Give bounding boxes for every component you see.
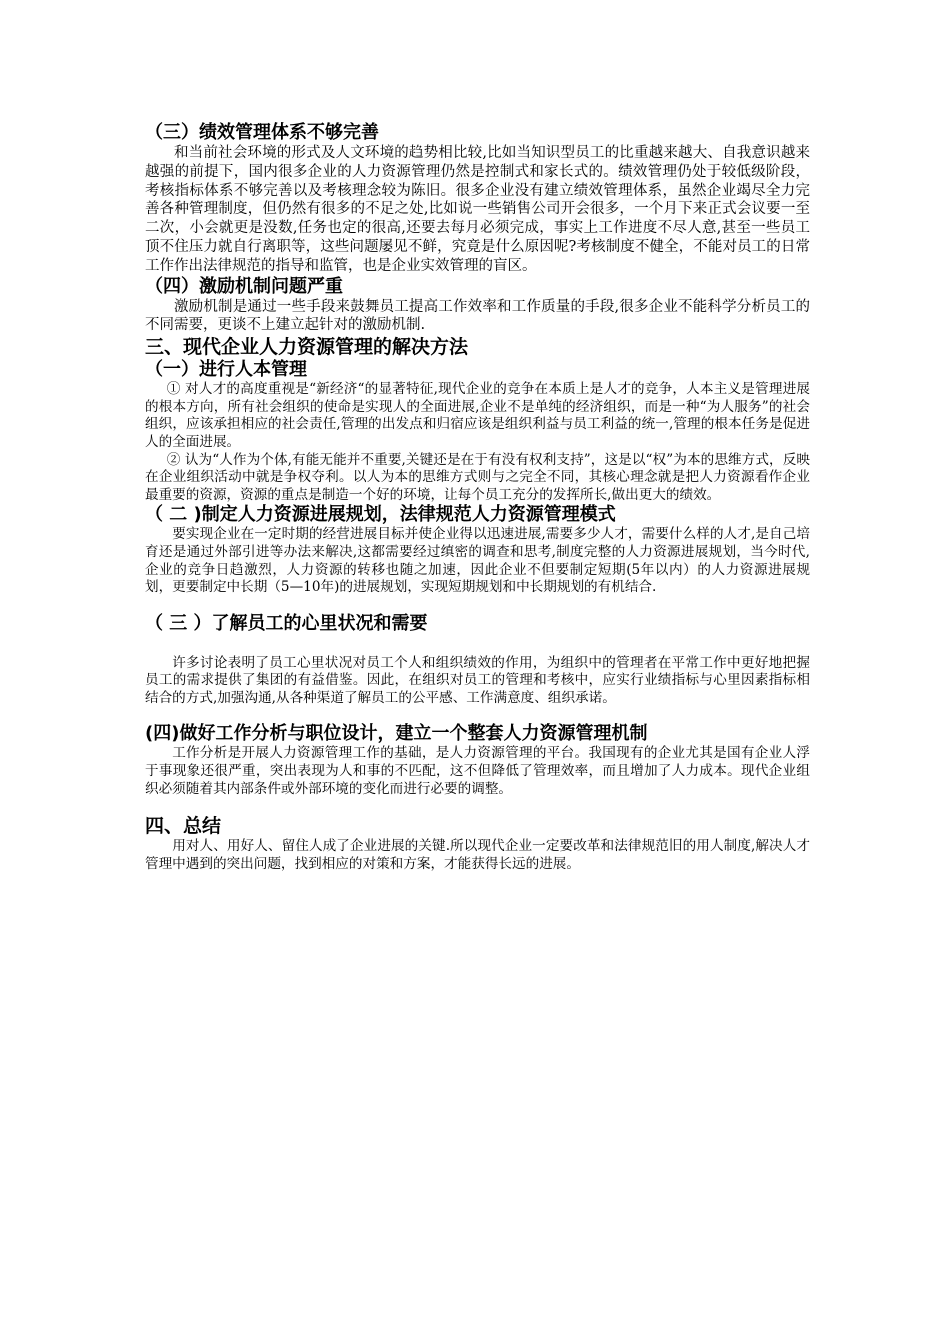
- paragraph-summary: 用对人、用好人、留住人成了企业进展的关键.所以现代企业一定要改革和法律规范旧的用人制度,解决人才管理中遇到的突出问题，找到相应的对策和方案，才能获得长远的进展。: [145, 838, 810, 872]
- spacer: [145, 635, 810, 655]
- spacer: [145, 597, 810, 613]
- heading-people-oriented: （一）进行人本管理: [145, 359, 307, 381]
- paragraph-people-oriented-2: ② 认为“人作为个体,有能无能并不重要,关键还是在于有没有权利支持”，这是以“权”为本的思维方式，反映在企业组织活动中就是争权夺利。以人为本的思维方式则与之完全不同，其核心理念就是把人力资源看作企业最重要的资源，资源的重点是制造一个好的环境，让每个员工充分的发挥所长,做出更大的绩效。: [145, 451, 810, 503]
- heading-section-four: 四、总结: [145, 815, 222, 838]
- paragraph-people-oriented-1: ① 对人才的高度重视是“新经济“的显著特征,现代企业的竞争在本质上是人才的竞争，人本主义是管理进展的根本方向，所有社会组织的使命是实现人的全面进展,企业不是单纯的经济组织，而是一种“为人服务”的社会组织，应该承担相应的社会责任,管理的出发点和归宿应该是组织利益与员工利益的统一,管理的根本任务是促进人的全面进展。: [145, 381, 810, 450]
- paragraph-performance-management: 和当前社会环境的形式及人文环境的趋势相比较,比如当知识型员工的比重越来越大、自我意识越来越强的前提下，国内很多企业的人力资源管理仍然是控制式和家长式的。绩效管理仍处于较低级阶段，考核指标体系不够完善以及考核理念较为陈旧。很多企业没有建立绩效管理体系，虽然企业竭尽全力完善各种管理制度，但仍然有很多的不足之处,比如说一些销售公司开会很多，一个月下来正式会议要一至二次，小会就更是没数,任务也定的很高,还要去每月必须完成，事实上工作进度不尽人意,甚至一些员工顶不住压力就自行离职等，这些问题屡见不鲜，究竟是什么原因呢?考核制度不健全，不能对员工的日常工作作出法律规范的指导和监管，也是企业实效管理的盲区。: [145, 145, 810, 274]
- heading-section-three: 三、现代企业人力资源管理的解决方法: [145, 336, 469, 359]
- paragraph-employee-psychology: 许多讨论表明了员工心里状况对员工个人和组织绩效的作用，为组织中的管理者在平常工作中更好地把握员工的需求提供了集团的有益借鉴。因此，在组织对员工的管理和考核中，应实行业绩指标与心里因素指标相结合的方式,加强沟通,从各种渠道了解员工的公平感、工作满意度、组织承诺。: [145, 654, 810, 706]
- paragraph-hr-planning: 要实现企业在一定时期的经营进展目标并使企业得以迅速进展,需要多少人才，需要什么样的人才,是自己培育还是通过外部引进等办法来解决,这都需要经过缜密的调查和思考,制度完整的人力资源进展规划，当今时代,企业的竞争日趋激烈，人力资源的转移也随之加速，因此企业不但要制定短期(5年以内）的人力资源进展规划，更要制定中长期（5—10年)的进展规划，实现短期规划和中长期规划的有机结合.: [145, 526, 810, 596]
- spacer: [145, 707, 810, 723]
- document-page: [145, 122, 810, 873]
- spacer: [145, 798, 810, 814]
- heading-incentive-mechanism: （四）激励机制问题严重: [145, 275, 343, 297]
- paragraph-job-analysis: 工作分析是开展人力资源管理工作的基础，是人力资源管理的平台。我国现有的企业尤其是国有企业人浮于事现象还很严重，突出表现为人和事的不匹配，这不但降低了管理效率，而且增加了人力成本。现代企业组织必须随着其内部条件或外部环境的变化而进行必要的调整。: [145, 745, 810, 797]
- heading-hr-planning: （ 二 )制定人力资源进展规划，法律规范人力资源管理模式: [145, 504, 616, 526]
- heading-job-analysis: (四)做好工作分析与职位设计，建立一个整套人力资源管理机制: [145, 723, 648, 745]
- heading-performance-management: （三）绩效管理体系不够完善: [145, 122, 379, 143]
- paragraph-incentive-mechanism: 激励机制是通过一些手段来鼓舞员工提高工作效率和工作质量的手段,很多企业不能科学分析员工的不同需要，更谈不上建立起针对的激励机制.: [145, 298, 810, 334]
- heading-employee-psychology: （ 三 ）了解员工的心里状况和需要: [145, 612, 428, 634]
